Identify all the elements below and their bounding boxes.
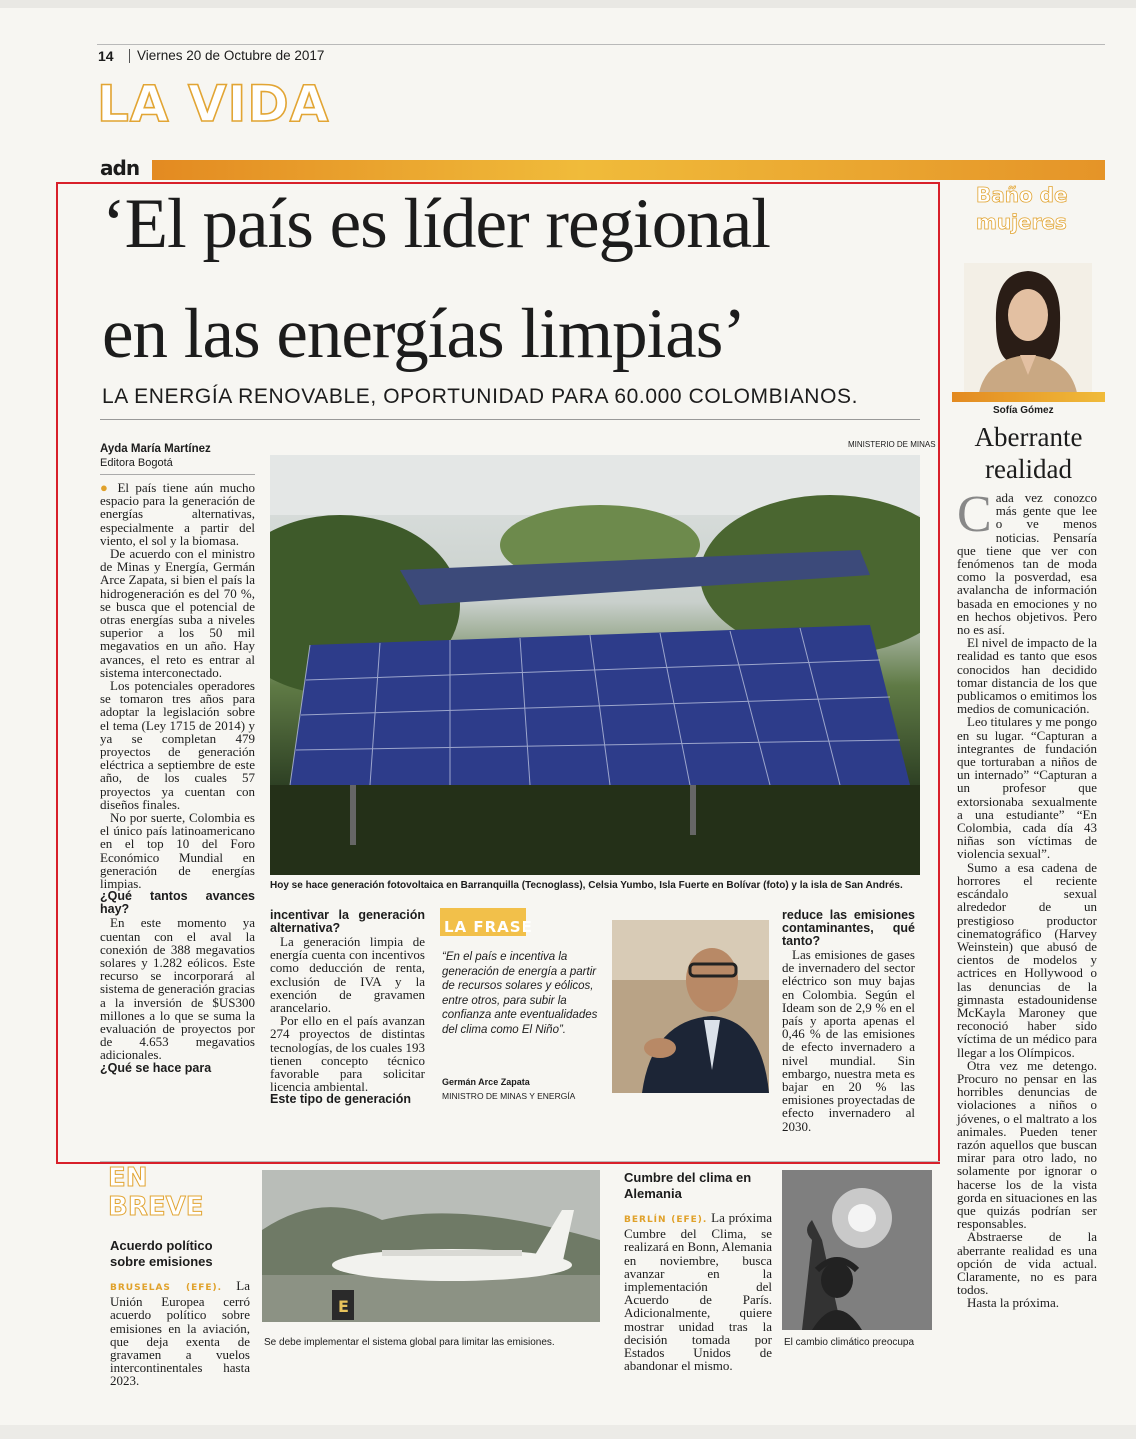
question-heading: Este tipo de generación	[270, 1092, 412, 1107]
climate-illustration	[782, 1170, 932, 1330]
svg-text:E: E	[338, 1297, 349, 1316]
breve-item1-body	[110, 1279, 250, 1388]
section-bar	[152, 160, 1105, 180]
page-date: Viernes 20 de Octubre de 2017	[137, 48, 325, 63]
byline-role: Editora Bogotá	[100, 457, 173, 469]
solar-panels-illustration	[270, 455, 920, 875]
columnist-photo	[964, 263, 1092, 398]
article-paragraph: De acuerdo con el ministro de Minas y Energía, Germán Arce Zapata, si bien el país la hidrogeneración es del 70 %, se busca que el potencial de otras energías suba a niveles superior a los 50 mil megavatios en un año. Hay avances, el reto es entrar al sistema interconectado.	[100, 546, 255, 680]
breve-item2-title: Cumbre del clima en Alemania	[624, 1170, 752, 1201]
headline-line2: en las energías limpias’	[102, 295, 746, 373]
byline-author: Ayda María Martínez	[100, 443, 211, 455]
subtitle-rule	[100, 419, 920, 420]
column-title-line2: mujeres	[976, 210, 1067, 234]
column-paragraph: ada vez conozco más gente que lee o ve menos noticias. Pensaría que tiene que ver con fenómenos tan de moda como la posverdad, esa avalancha de información basada en emociones y no en hechos objetivos. Pero no es así.	[957, 490, 1097, 638]
column-paragraph: Otra vez me detengo. Procuro no pensar en las horribles denuncias de violaciones a niños o jóvenes, o el maltrato a los animales. Pueden tener razón aquellos que buscan mirar para otro lado, no solamente por ignorar o hacerse los de la vista gorda en situaciones en las que quizás podrían ser responsables.	[957, 1057, 1097, 1232]
article-paragraph: Por ello en el país avanzan 274 proyectos de distintas tecnologías, de los cuales 193 tienen concepto técnico favorable para solicitar licencia ambiental.	[270, 1013, 425, 1095]
column-paragraph: Leo titulares y me pongo en su lugar. “Capturan a integrantes de fundación que torturaban a niños de un internado” “Capturan a un profesor que extorsionaba sexualmente a una estudiante” “En Colombia, cada día 43 niñas son víctimas de violencia sexual”.	[957, 714, 1097, 862]
airplane-illustration	[262, 1170, 600, 1322]
airplane-photo	[262, 1170, 600, 1322]
subtitle: LA ENERGÍA RENOVABLE, OPORTUNIDAD PARA 60.000 COLOMBIANOS.	[102, 385, 859, 408]
minister-photo	[612, 920, 769, 1093]
page-number: 14	[98, 48, 114, 64]
article-paragraph: No por suerte, Colombia es el único país latinoamericano en el top 10 del Foro Económico Mundial en generación de energías limpias.	[100, 810, 255, 892]
scan-top-edge	[0, 0, 1136, 8]
photo-credit: MINISTERIO DE MINAS	[848, 440, 936, 449]
byline-rule	[100, 474, 255, 475]
article-column-2	[270, 909, 425, 1106]
column-accent-bar	[952, 392, 1105, 402]
breve-rule	[100, 1161, 940, 1162]
column-paragraph: Abstraerse de la aberrante realidad es una opción de vida actual. Claramente, no es para todos.	[957, 1229, 1097, 1298]
column-paragraph: El nivel de impacto de la realidad es tanto que esos conocidos han decidido tomar distancia de los que publicamos o emitimos los medios de comunicación.	[957, 635, 1097, 717]
quote-author: Germán Arce Zapata	[442, 1077, 530, 1087]
breve-item1-dateline: BRUSELAS (EFE).	[110, 1283, 223, 1293]
breve-item2-text: La próxima Cumbre del Clima, se realizará en Bonn, Alemania en noviembre, busca avanzar en la implementación del Acuerdo de París. Adicionalmente, quiere mostrar unidad tras la decisión tomada por Estados Unidos de abandonar el mismo.	[624, 1210, 772, 1374]
scan-bottom-edge	[0, 1425, 1136, 1439]
breve-item1-text: La Unión Europea cerró acuerdo político sobre emisiones en la aviación, que deja exenta de gravamen a vuelos intercontinentales hasta 2023.	[110, 1278, 250, 1389]
quote-author-role: MINISTRO DE MINAS Y ENERGÍA	[442, 1091, 576, 1101]
drop-cap: C	[957, 486, 992, 543]
column-title-block	[952, 182, 1105, 240]
columnist-name: Sofía Gómez	[993, 405, 1054, 416]
column-paragraph: Sumo a esa cadena de horrores el reciente escándalo sexual alrededor de un prestigioso productor cinematográfico (Harvey Weinstein) que abusó de cientos de modelos y actrices en Hollywood o las denuncias de la gimnasta estadounidense McKayla Maroney que reconoció haber sido víctima de un médico para llegar a los Olímpicos.	[957, 859, 1097, 1060]
breve-label-line1: EN	[108, 1163, 148, 1193]
solar-panels-photo	[270, 455, 920, 875]
minister-portrait	[612, 920, 769, 1093]
header-separator	[129, 49, 130, 63]
breve-item1-title: Acuerdo político sobre emisiones	[110, 1238, 213, 1269]
article-column-1	[100, 481, 255, 1075]
column-paragraph: Hasta la próxima.	[967, 1295, 1060, 1311]
article-paragraph: El país tiene aún mucho espacio para la generación de energías alternativas, especialmente a partir del viento, el sol y la biomasa.	[100, 480, 255, 548]
quote-text: “En el país e incentiva la generación de energía a partir de recursos solares y eólicos, entre otros, para subir la confianza ante eventualidades del clima como El Niño”.	[442, 951, 598, 1036]
column-headline-line2: realidad	[985, 454, 1072, 484]
breve-label-line2: BREVE	[108, 1192, 204, 1222]
question-heading: ¿Qué tantos avances hay?	[100, 889, 255, 917]
breve-item2-body	[624, 1211, 772, 1372]
question-heading: reduce las emisiones contaminantes, qué tanto?	[782, 908, 915, 948]
column-headline-line1: Aberrante	[974, 422, 1083, 452]
bullet-dot: ●	[100, 480, 112, 495]
columnist-portrait	[964, 263, 1092, 398]
brand-logo: adn	[100, 156, 140, 180]
photo-caption: Hoy se hace generación fotovoltaica en Barranquilla (Tecnoglass), Celsia Yumbo, Isla Fuerte en Bolívar (foto) y la isla de San Andrés.	[270, 880, 903, 891]
question-heading: ¿Qué se hace para	[100, 1060, 212, 1075]
article-paragraph: La generación limpia de energía cuenta con incentivos como deducción de renta, exclusión de IVA y la exención de gravamen arancelario.	[270, 934, 425, 1016]
column-title-line1: Baño de	[976, 183, 1068, 207]
section-title: LA VIDA	[97, 75, 330, 133]
article-paragraph: Los potenciales operadores se tomaron tres años para adoptar la legislación sobre el tema (Ley 1715 de 2014) y ya se completan 479 proyectos de generación eléctrica a septiembre de este año, de los cuales 57 proyectos ya cuentan con diseños finales.	[100, 678, 255, 812]
article-column-4	[782, 909, 915, 1133]
article-paragraph: En este momento ya cuentan con el aval la conexión de 388 megavatios solares y 1.282 eólicos. Este recurso se incorporará al sistema de generación gracias a la inversión de $US300 millones a lo que se suma la evaluación de proyectos por de 4.653 megavatios adicionales.	[100, 915, 255, 1063]
article-paragraph: Las emisiones de gases de invernadero del sector eléctrico son muy bajas en Colombia. Según el Ideam son de 2,9 % en el país y aporta apenas el 0,46 % de las emisiones de efecto invernadero a nivel mundial. Sin embargo, nuestra meta es bajar en 20 % las emisiones proyectadas de efecto invernadero al 2030.	[782, 947, 915, 1134]
breve-item2-dateline: BERLÍN (EFE).	[624, 1215, 708, 1225]
column-body	[957, 486, 1097, 1311]
question-heading: incentivar la generación alternativa?	[270, 908, 425, 935]
climate-photo-caption: El cambio climático preocupa	[784, 1337, 915, 1348]
headline-line1: ‘El país es líder regional	[102, 185, 770, 263]
header-rule	[97, 44, 1105, 45]
airplane-photo-caption: Se debe implementar el sistema global para limitar las emisiones.	[264, 1337, 555, 1348]
quote-label: LA FRASE	[444, 918, 533, 936]
climate-photo	[782, 1170, 932, 1330]
